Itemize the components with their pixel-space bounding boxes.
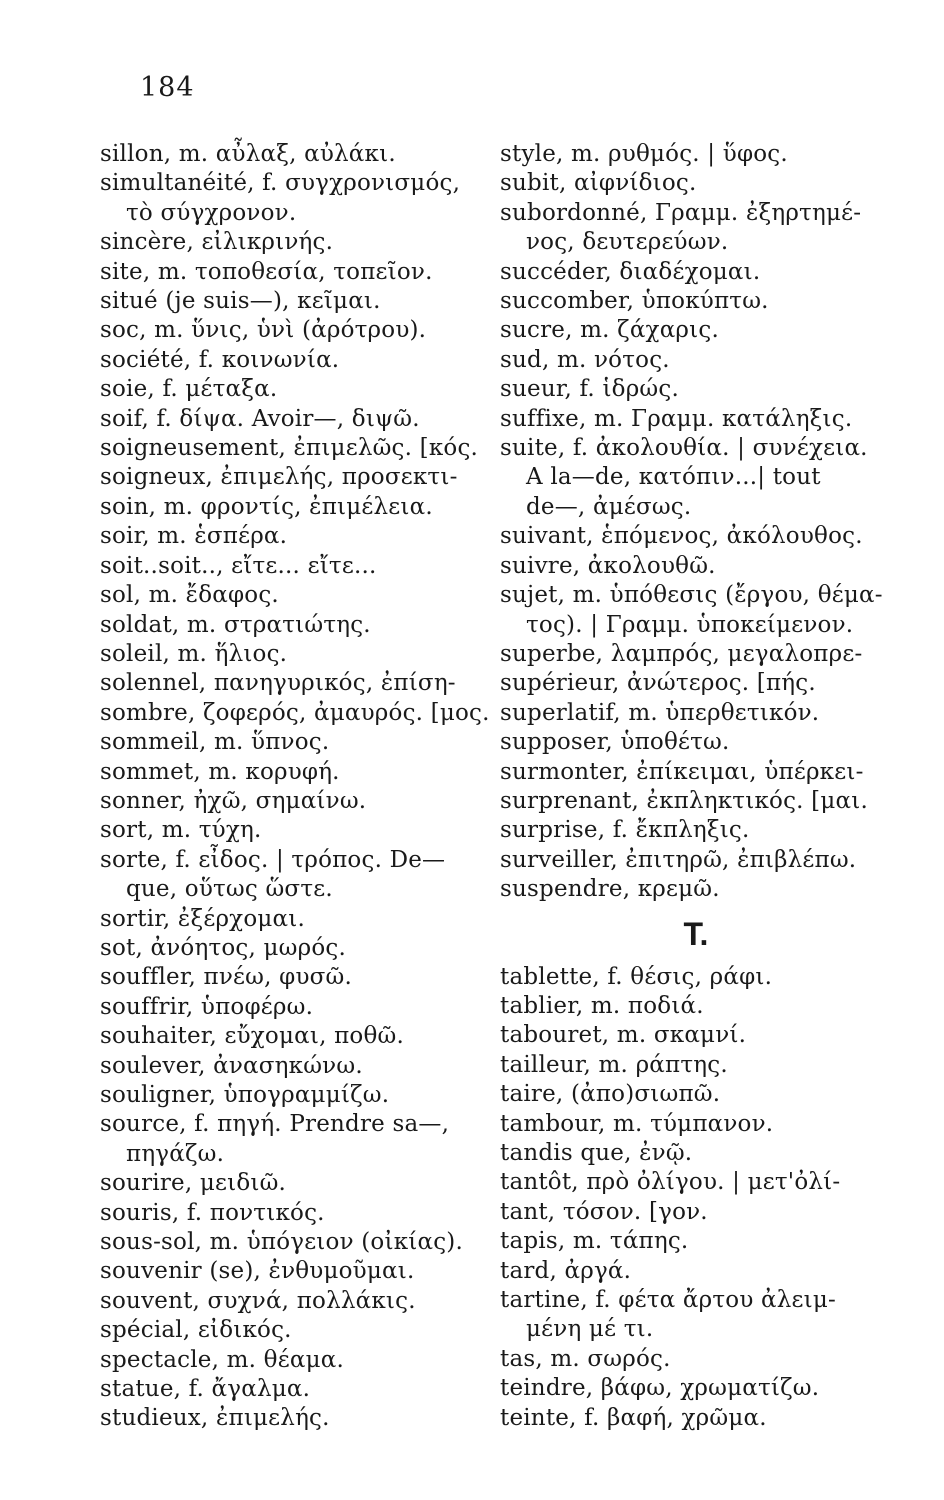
dictionary-entry: suite, f. ἀκολουθία. | συνέχεια. [500,435,868,462]
right-column-s-entries [500,140,892,905]
dictionary-entry: souris, f. ποντικός. [100,1199,325,1226]
dictionary-entry: superlatif, m. ὑπερθετικόν. [500,699,820,726]
right-column [500,140,892,1433]
dictionary-entry: sortir, ἐξέρχομαι. [100,905,305,932]
dictionary-entry: situé (je suis—), κεῖμαι. [100,288,381,315]
dictionary-entry: soldat, m. στρατιώτης. [100,611,371,638]
dictionary-entry: tambour, m. τύμπανον. [500,1110,774,1137]
dictionary-entry: soif, f. δίψα. Avoir—, διψῶ. [100,405,420,432]
dictionary-entry: sujet, m. ὑπόθεσις (ἔργου, θέμα- [500,582,883,609]
dictionary-entry: souffler, πνέω, φυσῶ. [100,964,352,991]
dictionary-entry: supposer, ὑποθέτω. [500,729,730,756]
section-letter-heading: T. [683,915,709,952]
dictionary-entry: τος). | Γραμμ. ὑποκείμενον. [526,611,854,638]
dictionary-entry: simultanéité, f. συγχρονισμός, [100,170,461,197]
dictionary-entry: surprenant, ἐκπληκτικός. [μαι. [500,787,868,814]
dictionary-entry: soigneux, ἐπιμελής, προσεκτι- [100,464,458,491]
dictionary-entry: sincère, εἰλικρινής. [100,229,334,256]
dictionary-entry: société, f. κοινωνία. [100,346,340,373]
dictionary-entry: soin, m. φροντίς, ἐπιμέλεια. [100,493,433,520]
dictionary-entry: A la—de, κατόπιν...| tout [526,464,821,491]
right-column-t-entries [500,963,892,1434]
dictionary-entry: soir, m. ἑσπέρα. [100,523,288,550]
dictionary-entry: surmonter, ἐπίκειμαι, ὑπέρκει- [500,758,864,785]
dictionary-entry: suivre, ἀκολουθῶ. [500,552,716,579]
left-column [100,140,495,1434]
dictionary-entry: site, m. τοποθεσία, τοπεῖον. [100,258,433,285]
dictionary-entry: sombre, ζοφερός, ἀμαυρός. [μος. [100,699,490,726]
dictionary-entry: sorte, f. εἶδος. | τρόπος. De— [100,846,446,873]
dictionary-entry: que, οὕτως ὥστε. [126,876,333,903]
page-number: 184 [140,72,195,103]
dictionary-entry: sourire, μειδιῶ. [100,1170,287,1197]
dictionary-entry: succomber, ὑποκύπτω. [500,288,769,315]
dictionary-entry: tabouret, m. σκαμνί. [500,1022,747,1049]
dictionary-entry: spectacle, m. θέαμα. [100,1346,344,1373]
dictionary-entry: taire, (ἀπο)σιωπῶ. [500,1081,721,1108]
dictionary-entry: μένη μέ τι. [526,1316,654,1343]
dictionary-entry: statue, f. ἄγαλμα. [100,1376,311,1403]
dictionary-entry: tard, ἀργά. [500,1257,632,1284]
dictionary-entry: superbe, λαμπρός, μεγαλοπρε- [500,640,863,667]
dictionary-entry: succéder, διαδέχομαι. [500,258,761,285]
dictionary-entry: surveiller, ἐπιτηρῶ, ἐπιβλέπω. [500,846,857,873]
dictionary-entry: sous-sol, m. ὑπόγειον (οἰκίας). [100,1229,463,1256]
dictionary-entry: soleil, m. ἥλιος. [100,640,288,667]
dictionary-entry: soulever, ἀνασηκώνω. [100,1052,363,1079]
dictionary-entry: νος, δευτερεύων. [526,229,729,256]
dictionary-entry: solennel, πανηγυρικός, ἐπίση- [100,670,456,697]
dictionary-entry: sort, m. τύχη. [100,817,262,844]
dictionary-entry: sol, m. ἔδαφος. [100,582,279,609]
dictionary-entry: sot, ἀνόητος, μωρός. [100,934,346,961]
dictionary-entry: studieux, ἐπιμελής. [100,1405,330,1432]
dictionary-entry: style, m. ρυθμός. | ὕφος. [500,141,788,167]
dictionary-entry: sucre, m. ζάχαρις. [500,317,719,344]
dictionary-entry: subit, αἰφνίδιος. [500,170,697,197]
dictionary-entry: teinte, f. βαφή, χρῶμα. [500,1404,767,1431]
dictionary-entry: sonner, ἠχῶ, σημαίνω. [100,787,367,814]
dictionary-entry: soc, m. ὕνις, ὑνὶ (ἀρότρου). [100,317,427,344]
dictionary-entry: tantôt, πρὸ ὀλίγου. | μετ'ὀλί- [500,1169,841,1196]
dictionary-entry: tartine, f. φέτα ἄρτου ἀλειμ- [500,1287,836,1314]
dictionary-entry: souhaiter, εὔχομαι, ποθῶ. [100,1023,404,1050]
dictionary-entry: sillon, m. αὖλαξ, αὐλάκι. [100,141,396,167]
dictionary-entry: de—, ἀμέσως. [526,493,692,520]
dictionary-entry: surprise, f. ἔκπληξις. [500,817,750,844]
dictionary-entry: suivant, ἑπόμενος, ἀκόλουθος. [500,523,863,550]
dictionary-entry: subordonné, Γραμμ. ἐξηρτημέ- [500,199,862,226]
dictionary-entry: tapis, m. τάπης. [500,1228,689,1255]
dictionary-entry: souvent, συχνά, πολλάκις. [100,1287,416,1314]
dictionary-entry: soigneusement, ἐπιμελῶς. [κός. [100,435,479,462]
dictionary-entry: souffrir, ὑποφέρω. [100,993,314,1020]
dictionary-entry: tailleur, m. ράπτης. [500,1051,728,1078]
dictionary-entry: πηγάζω. [126,1140,225,1167]
dictionary-entry: souligner, ὑπογραμμίζω. [100,1082,390,1108]
dictionary-entry: soie, f. μέταξα. [100,376,278,403]
dictionary-entry: teindre, βάφω, χρωματίζω. [500,1375,820,1402]
dictionary-entry: sommeil, m. ὕπνος. [100,729,330,756]
dictionary-entry: tandis que, ἐνῷ. [500,1140,693,1166]
dictionary-entry: soit..soit.., εἴτε... εἴτε... [100,552,377,579]
dictionary-entry: tablette, f. θέσις, ράφι. [500,963,773,990]
dictionary-entry: sommet, m. κορυφή. [100,758,340,785]
dictionary-entry: sueur, f. ἱδρώς. [500,376,679,403]
dictionary-entry: tant, τόσον. [γον. [500,1198,708,1225]
dictionary-entry: supérieur, ἀνώτερος. [πής. [500,670,816,697]
dictionary-entry: sud, m. νότος. [500,346,670,373]
dictionary-entry: suffixe, m. Γραμμ. κατάληξις. [500,405,853,432]
dictionary-entry: suspendre, κρεμῶ. [500,876,720,903]
dictionary-entry: tablier, m. ποδιά. [500,992,704,1019]
dictionary-entry: spécial, εἰδικός. [100,1317,292,1344]
dictionary-entry: souvenir (se), ἐνθυμοῦμαι. [100,1258,415,1285]
dictionary-entry: source, f. πηγή. Prendre sa—, [100,1111,450,1138]
dictionary-entry: τὸ σύγχρονον. [126,199,297,226]
dictionary-entry: tas, m. σωρός. [500,1345,671,1372]
